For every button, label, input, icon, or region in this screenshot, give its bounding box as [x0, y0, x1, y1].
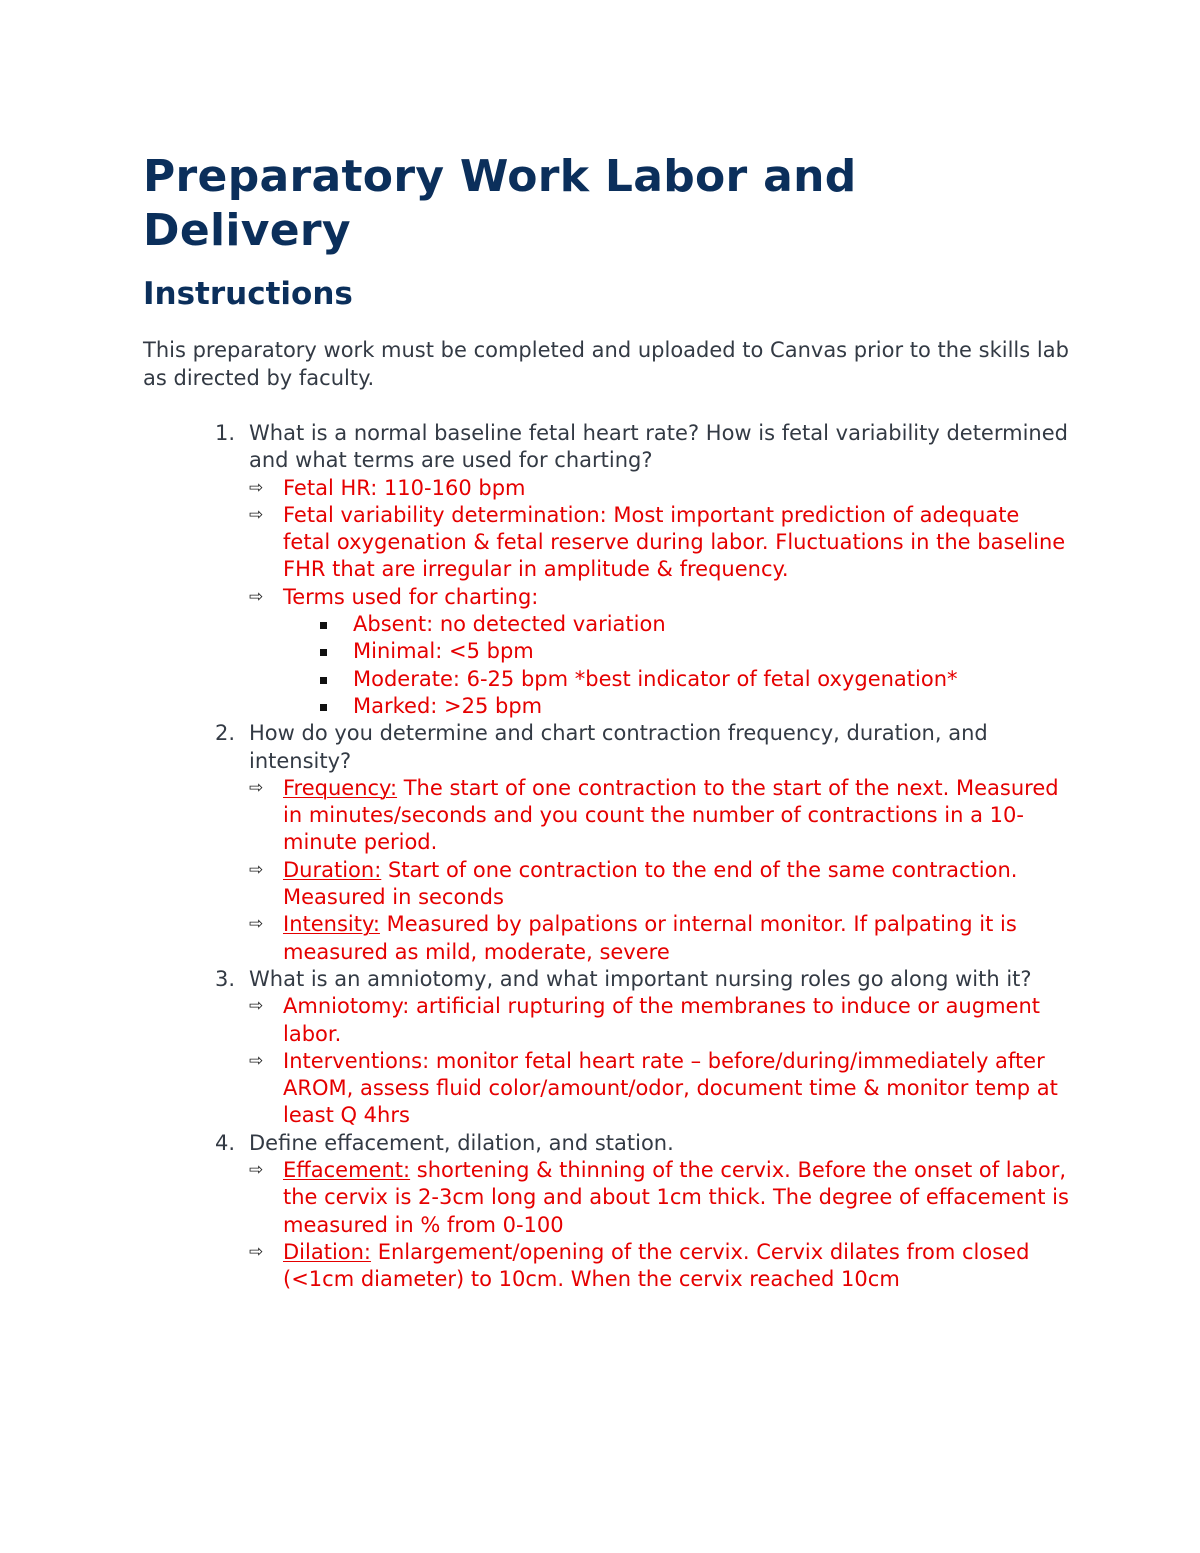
answer-item: [249, 911, 1073, 966]
answer-text: The start of one contraction to the start of the next. Measured in minutes/seconds and you count the number of contractions in a 10-minute period.: [283, 775, 1059, 855]
arrow-bullet-icon: ⇨: [249, 1241, 264, 1262]
answer-text: Terms used for charting:: [283, 584, 539, 609]
question-item: [143, 420, 1073, 720]
charting-term-text: Minimal: <5 bpm: [353, 639, 534, 664]
charting-term-item: [283, 638, 1073, 665]
arrow-bullet-icon: ⇨: [249, 859, 264, 880]
document-title: Preparatory Work Labor and Delivery: [143, 151, 857, 256]
answer-text: Measured by palpations or internal monitor. If palpating it is measured as mild, moderate, severe: [283, 912, 1017, 964]
charting-term-item: [283, 611, 1073, 638]
question-list: [143, 420, 1073, 1294]
answer-label: Frequency:: [283, 775, 398, 800]
answer-item: [249, 1048, 1073, 1130]
answer-item: [249, 1239, 1073, 1294]
charting-terms-list: [283, 611, 1073, 720]
answer-text: Amniotomy: artificial rupturing of the membranes to induce or augment labor.: [283, 994, 1040, 1046]
answer-item: [249, 502, 1073, 584]
arrow-bullet-icon: ⇨: [249, 1160, 264, 1181]
answer-label: Intensity:: [283, 912, 380, 937]
answer-label: Duration:: [283, 857, 382, 882]
arrow-bullet-icon: ⇨: [249, 996, 264, 1017]
answer-text: Fetal variability determination: Most important prediction of adequate fetal oxygenation & fetal reserve during labor. Fluctuations in the baseline FHR that are irregular in amplitude & frequency.: [283, 502, 1066, 582]
arrow-bullet-icon: ⇨: [249, 777, 264, 798]
answer-list: [249, 775, 1073, 966]
answer-text: Start of one contraction to the end of the same contraction. Measured in seconds: [283, 857, 1018, 910]
square-bullet-icon: [320, 649, 327, 656]
square-bullet-icon: [320, 704, 327, 711]
charting-term-text: Marked: >25 bpm: [353, 693, 543, 718]
answer-item: [249, 993, 1073, 1048]
question-text: What is an amniotomy, and what important nursing roles go along with it?: [249, 966, 1032, 991]
question-number: 1.: [215, 421, 236, 445]
arrow-bullet-icon: ⇨: [249, 477, 264, 498]
charting-term-text: Moderate: 6-25 bpm *best indicator of fetal oxygenation*: [353, 666, 958, 691]
answer-label: Dilation:: [283, 1239, 372, 1264]
answer-item: [249, 584, 1073, 720]
arrow-bullet-icon: ⇨: [249, 914, 264, 935]
document-page: [143, 150, 1073, 1294]
charting-term-item: [283, 666, 1073, 693]
arrow-bullet-icon: ⇨: [249, 504, 264, 525]
question-item: [143, 1130, 1073, 1294]
answer-item: [249, 857, 1073, 912]
question-text: How do you determine and chart contraction frequency, duration, and intensity?: [249, 721, 988, 773]
answer-item: [249, 775, 1073, 857]
answer-item: [249, 1157, 1073, 1239]
answer-list: [249, 1157, 1073, 1293]
square-bullet-icon: [320, 622, 327, 629]
charting-term-text: Absent: no detected variation: [353, 612, 666, 637]
question-text: What is a normal baseline fetal heart rate? How is fetal variability determined and what terms are used for charting?: [249, 421, 1068, 473]
question-item: [143, 720, 1073, 966]
arrow-bullet-icon: ⇨: [249, 1050, 264, 1071]
question-item: [143, 966, 1073, 1130]
answer-label: Effacement:: [283, 1158, 411, 1183]
question-text: Define effacement, dilation, and station.: [249, 1130, 674, 1155]
question-number: 3.: [215, 966, 236, 991]
section-heading: Instructions: [143, 276, 353, 312]
answer-list: [249, 475, 1073, 721]
intro-paragraph: This preparatory work must be completed and uploaded to Canvas prior to the skills lab as directed by faculty.: [143, 338, 1069, 390]
question-number: 2.: [215, 721, 236, 746]
answer-text: Interventions: monitor fetal heart rate – before/during/immediately after AROM, assess fluid color/amount/odor, document time & monitor temp at least Q 4hrs: [283, 1048, 1058, 1128]
charting-term-item: [283, 693, 1073, 720]
answer-list: [249, 993, 1073, 1129]
square-bullet-icon: [320, 677, 327, 684]
arrow-bullet-icon: ⇨: [249, 586, 264, 607]
answer-text: Enlargement/opening of the cervix. Cervix dilates from closed (<1cm diameter) to 10cm. When the cervix reached 10cm: [283, 1239, 1030, 1292]
answer-item: [249, 475, 1073, 502]
answer-text: shortening & thinning of the cervix. Before the onset of labor, the cervix is 2-3cm long and about 1cm thick. The degree of effacement is measured in % from 0-100: [283, 1158, 1069, 1237]
answer-text: Fetal HR: 110-160 bpm: [283, 475, 526, 500]
question-number: 4.: [215, 1130, 236, 1155]
